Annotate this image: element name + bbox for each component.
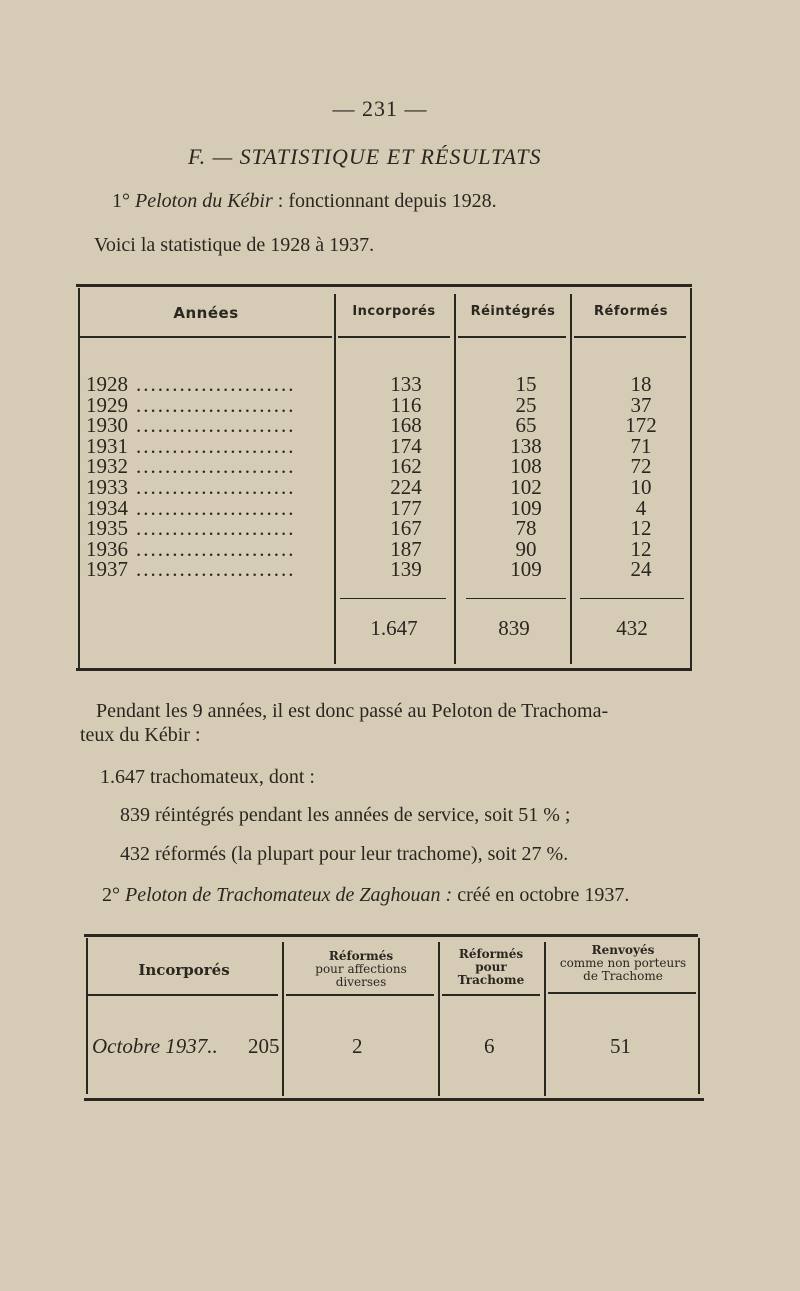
section1-marker: 1°: [112, 190, 130, 212]
cell-incorpores: 116: [390, 392, 422, 417]
header-rule: [88, 994, 278, 996]
leader-dots: ......................: [136, 433, 296, 458]
header-line: Réformés: [328, 949, 394, 963]
row-year: 1935: [86, 516, 128, 541]
header-reformes-affections: [286, 950, 436, 989]
stat-total: 1.647 trachomateux, dont :: [100, 766, 315, 788]
table-bottom-rule: [76, 668, 692, 671]
cell-reintegres: 90: [515, 536, 537, 561]
row-year: 1933: [86, 475, 128, 499]
section2-title: Peloton de Trachomateux de Zaghouan :: [125, 884, 453, 906]
cell-reintegres: 109: [510, 495, 542, 520]
cell-reformes: 72: [630, 454, 652, 479]
zaghouan-table: [84, 934, 704, 1106]
cell-reformes: 18: [630, 372, 652, 396]
header-line: pour: [475, 960, 507, 974]
table-left-rule: [78, 288, 80, 670]
header-rule: [338, 336, 450, 338]
cell-reformes: 172: [625, 413, 657, 438]
header-reintegres: Réintégrés: [470, 304, 556, 319]
cell-reformes: 37: [630, 392, 652, 417]
cell-reformes: 12: [630, 536, 652, 561]
row-year: 1934: [86, 495, 128, 520]
row-year: 1929: [86, 392, 128, 417]
statistics-table: [76, 284, 692, 674]
cell-reintegres: 109: [510, 557, 542, 582]
header-reformes: Réformés: [594, 304, 668, 319]
col-divider: [438, 942, 440, 1096]
section2-text: créé en octobre 1937.: [457, 884, 630, 906]
header-line: Trachome: [457, 973, 525, 987]
header-line: Réformés: [458, 947, 524, 961]
header-line: diverses: [335, 975, 387, 989]
leader-dots: ......................: [136, 536, 296, 561]
col-divider: [282, 942, 284, 1096]
cell-incorpores: 139: [390, 557, 422, 582]
table-row: [86, 392, 686, 417]
header-line: de Trachome: [583, 969, 663, 983]
cell-reintegres: 138: [510, 433, 542, 458]
section-heading: F. — STATISTIQUE ET RÉSULTATS: [188, 144, 542, 169]
row-year: 1931: [86, 433, 128, 458]
cell-incorpores: 162: [390, 454, 422, 479]
leader-dots: ......................: [136, 495, 296, 520]
table-row: [86, 372, 686, 396]
paragraph-line: Pendant les 9 années, il est donc passé au Peloton de Trachoma-: [96, 700, 609, 722]
table-row: [86, 475, 686, 499]
cell-reintegres: 108: [510, 454, 542, 479]
total-reformes: 432: [616, 616, 648, 640]
leader-dots: ......................: [136, 413, 296, 438]
row-year: 1937: [86, 557, 128, 582]
table-row: [86, 433, 686, 458]
header-line: Renvoyés: [591, 943, 655, 957]
leader-dots: ......................: [136, 475, 296, 499]
row-year: 1936: [86, 536, 128, 561]
section2-marker: 2°: [102, 884, 120, 906]
section1-text: : fonctionnant depuis 1928.: [277, 190, 497, 212]
cell-reformes: 10: [630, 475, 652, 499]
cell-incorpores: 205: [248, 1034, 280, 1058]
header-rule: [458, 336, 566, 338]
cell-incorpores: 177: [390, 495, 422, 520]
table-row: [86, 516, 686, 541]
header-reformes-trachome: [442, 948, 540, 987]
sum-rule: [466, 598, 566, 599]
header-rule: [442, 994, 540, 996]
sum-rule: [340, 598, 446, 599]
table-row: [86, 536, 686, 561]
cell-reintegres: 25: [515, 392, 537, 417]
table-row: [86, 557, 686, 582]
table-left-rule: [86, 938, 88, 1094]
total-reintegres: 839: [498, 616, 530, 640]
cell-reformes-affections: 2: [352, 1034, 363, 1058]
row-year: 1932: [86, 454, 128, 479]
row-label: Octobre 1937..: [92, 1034, 218, 1058]
stat-reformes: 432 réformés (la plupart pour leur trachome), soit 27 %.: [120, 843, 569, 865]
sum-rule: [580, 598, 684, 599]
header-rule: [574, 336, 686, 338]
leader-dots: ......................: [136, 454, 296, 479]
page-number: — 231 —: [332, 96, 428, 121]
header-line: comme non porteurs: [559, 956, 687, 970]
total-incorpores: 1.647: [370, 616, 418, 640]
cell-incorpores: 168: [390, 413, 422, 438]
cell-incorpores: 187: [390, 536, 422, 561]
cell-incorpores: 167: [390, 516, 422, 541]
row-year: 1928: [86, 372, 128, 396]
cell-reintegres: 15: [515, 372, 537, 396]
cell-reintegres: 78: [515, 516, 537, 541]
header-annees: Années: [173, 304, 239, 322]
cell-reintegres: 65: [515, 413, 537, 438]
cell-reformes-trachome: 6: [484, 1034, 495, 1058]
leader-dots: ......................: [136, 392, 296, 417]
leader-dots: ......................: [136, 516, 296, 541]
stat-reintegres: 839 réintégrés pendant les années de service, soit 51 % ;: [120, 804, 571, 826]
table-top-rule: [76, 284, 692, 287]
cell-reformes: 4: [635, 495, 647, 520]
header-rule: [548, 992, 696, 994]
leader-dots: ......................: [136, 372, 296, 396]
table-bottom-rule: [84, 1098, 704, 1101]
cell-reformes: 24: [630, 557, 652, 582]
cell-renvoyes: 51: [610, 1034, 631, 1058]
row-year: 1930: [86, 413, 128, 438]
header-rule: [80, 336, 332, 338]
section1-title: Peloton du Kébir: [135, 190, 273, 212]
cell-incorpores: 133: [390, 372, 422, 396]
cell-incorpores: 174: [390, 433, 422, 458]
cell-incorpores: 224: [390, 475, 422, 499]
table-row: [86, 495, 686, 520]
intro-text: Voici la statistique de 1928 à 1937.: [94, 234, 375, 256]
header-rule: [286, 994, 434, 996]
cell-reintegres: 102: [510, 475, 542, 499]
cell-reformes: 12: [630, 516, 652, 541]
section2-line: [102, 884, 629, 907]
paragraph-line: teux du Kébir :: [80, 724, 201, 746]
table-row: [86, 413, 686, 438]
header-incorpores: Incorporés: [138, 961, 230, 979]
section1-line: [112, 190, 497, 213]
table-top-rule: [84, 934, 698, 937]
header-renvoyes: [546, 944, 700, 983]
header-line: pour affections: [315, 962, 407, 976]
leader-dots: ......................: [136, 557, 296, 582]
table-right-rule: [690, 288, 692, 670]
table-row: [86, 454, 686, 479]
header-incorpores: Incorporés: [352, 304, 436, 319]
cell-reformes: 71: [630, 433, 652, 458]
